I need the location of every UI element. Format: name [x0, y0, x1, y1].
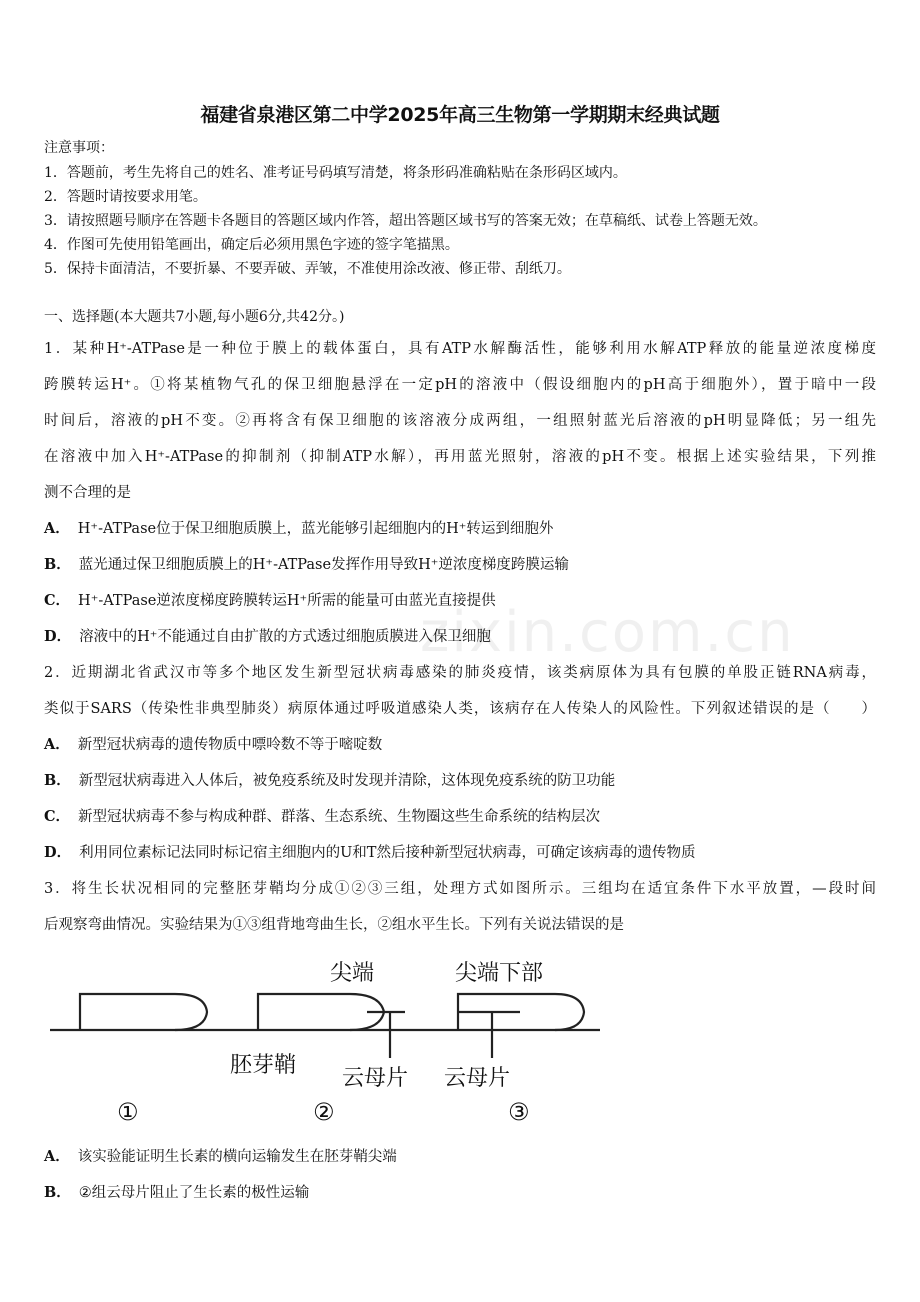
option-text: H⁺-ATPase逆浓度梯度跨膜转运H⁺所需的能量可由蓝光直接提供	[78, 593, 496, 609]
option-letter: D．	[44, 628, 72, 645]
q2-option-b	[44, 769, 615, 790]
q1-stem-line: 在溶液中加入H⁺-ATPase的抑制剂（抑制ATP水解），再用蓝光照射，溶液的pH不变。根据上述实验结果，下列推	[44, 449, 876, 465]
option-text: 溶液中的H⁺不能通过自由扩散的方式透过细胞质膜进入保卫细胞	[79, 629, 491, 645]
option-letter: C．	[44, 592, 71, 609]
q1-option-b	[44, 553, 569, 574]
q3-option-a	[44, 1145, 397, 1166]
q2-option-d	[44, 841, 695, 862]
notice-item: 5．保持卡面清洁，不要折暴、不要弄破、弄皱，不准使用涂改液、修正带、刮纸刀。	[44, 261, 571, 277]
q1-stem-line: 跨膜转运H⁺。①将某植物气孔的保卫细胞悬浮在一定pH的溶液中（假设细胞内的pH高于细胞外），置于暗中一段	[44, 377, 876, 393]
option-letter: B．	[44, 556, 71, 573]
section-title: 一、选择题(本大题共7小题,每小题6分,共42分。)	[44, 309, 345, 325]
option-text: ②组云母片阻止了生长素的极性运输	[78, 1185, 310, 1201]
q3-stem-line: 后观察弯曲情况。实验结果为①③组背地弯曲生长，②组水平生长。下列有关说法错误的是	[44, 917, 624, 933]
q1-stem-line: 时间后，溶液的pH不变。②再将含有保卫细胞的该溶液分成两组，一组照射蓝光后溶液的pH明显降低；另一组先	[44, 413, 876, 429]
q2-option-a	[44, 733, 382, 754]
notice-item: 4．作图可先使用铅笔画出，确定后必须用黑色字迹的签字笔描黑。	[44, 237, 459, 253]
option-text: H⁺-ATPase位于保卫细胞质膜上，蓝光能够引起细胞内的H⁺转运到细胞外	[77, 521, 554, 537]
label-mica-2: 云母片	[342, 1066, 409, 1091]
notice-item: 1．答题前，考生先将自己的姓名、准考证号码填写清楚，将条形码准确粘贴在条形码区域内。	[44, 165, 627, 181]
option-letter: A．	[44, 1148, 70, 1165]
q2-stem-line: 类似于SARS（传染性非典型肺炎）病原体通过呼吸道感染人类，该病存在人传染人的风险性。下列叙述错误的是（ ）	[44, 701, 876, 717]
q1-option-a	[44, 517, 553, 538]
q3-option-b	[44, 1181, 309, 1202]
option-letter: B．	[44, 772, 71, 789]
notice-item: 3．请按照题号顺序在答题卡各题目的答题区域内作答，超出答题区域书写的答案无效；在草稿纸、试卷上答题无效。	[44, 213, 767, 229]
group-2-label: ②	[313, 1098, 335, 1126]
coleoptile-2	[258, 994, 384, 1030]
option-letter: B．	[44, 1184, 71, 1201]
page-title: 福建省泉港区第二中学2025年高三生物第一学期期末经典试题	[200, 104, 720, 126]
label-mica-3: 云母片	[444, 1066, 511, 1091]
option-text: 利用同位素标记法同时标记宿主细胞内的U和T然后接种新型冠状病毒，可确定该病毒的遗传物质	[79, 845, 696, 861]
notice-item: 2．答题时请按要求用笔。	[44, 189, 207, 205]
watermark: zixin.com.cn	[420, 600, 795, 665]
option-text: 新型冠状病毒进入人体后，被免疫系统及时发现并清除，这体现免疫系统的防卫功能	[78, 773, 616, 789]
option-text: 蓝光通过保卫细胞质膜上的H⁺-ATPase发挥作用导致H⁺逆浓度梯度跨膜运输	[78, 557, 569, 573]
q1-stem-line: 测不合理的是	[44, 485, 131, 501]
coleoptile-figure	[0, 950, 920, 1140]
coleoptile-1	[80, 994, 207, 1030]
option-letter: C．	[44, 808, 71, 825]
option-letter: A．	[44, 520, 70, 537]
label-coleoptile: 胚芽鞘	[230, 1053, 297, 1078]
group-3-label: ③	[508, 1098, 530, 1126]
group-1-label: ①	[117, 1098, 139, 1126]
label-tip: 尖端	[330, 961, 375, 986]
option-letter: D．	[44, 844, 72, 861]
label-below-tip: 尖端下部	[455, 961, 544, 986]
option-text: 新型冠状病毒不参与构成种群、群落、生态系统、生物圈这些生命系统的结构层次	[78, 809, 601, 825]
option-letter: A．	[44, 736, 70, 753]
q3-stem-line: 3．将生长状况相同的完整胚芽鞘均分成①②③三组，处理方式如图所示。三组均在适宜条件下水平放置，—段时间	[44, 881, 876, 897]
notice-heading: 注意事项：	[44, 140, 114, 156]
q2-option-c	[44, 805, 600, 826]
option-text: 该实验能证明生长素的横向运输发生在胚芽鞘尖端	[77, 1149, 397, 1165]
q1-stem-line: 1．某种H⁺-ATPase是一种位于膜上的载体蛋白，具有ATP水解酶活性，能够利用水解ATP释放的能量逆浓度梯度	[44, 341, 876, 357]
option-text: 新型冠状病毒的遗传物质中嘌呤数不等于嘧啶数	[77, 737, 383, 753]
q2-stem-line: 2．近期湖北省武汉市等多个地区发生新型冠状病毒感染的肺炎疫情，该类病原体为具有包膜的单股正链RNA病毒，	[44, 665, 876, 681]
